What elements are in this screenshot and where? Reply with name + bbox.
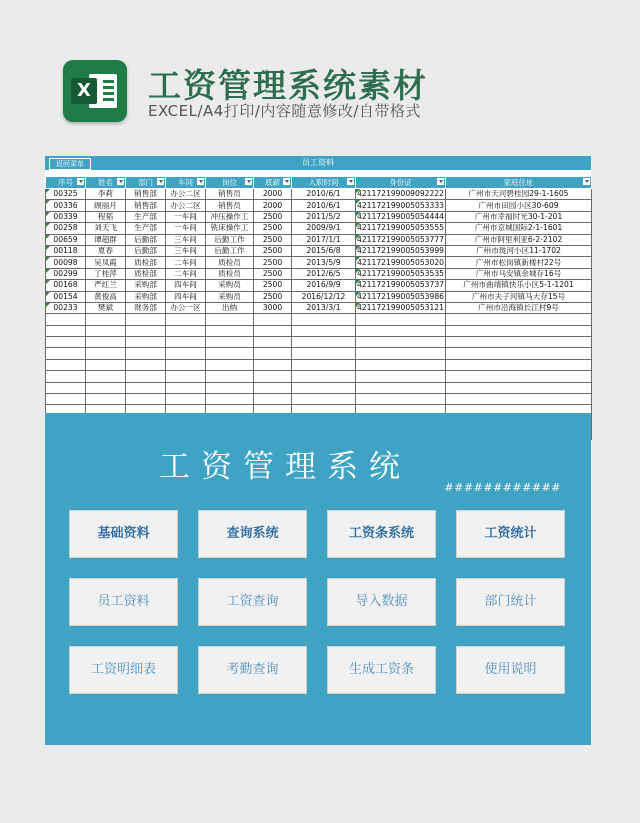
empty-cell[interactable] bbox=[254, 348, 292, 359]
empty-cell[interactable] bbox=[356, 359, 446, 370]
empty-cell[interactable] bbox=[126, 359, 166, 370]
empty-cell[interactable] bbox=[446, 348, 592, 359]
filter-dropdown-icon[interactable] bbox=[283, 178, 290, 185]
empty-row bbox=[46, 371, 592, 382]
table-row bbox=[46, 268, 592, 279]
table-cell[interactable]: 后勤工作 bbox=[206, 234, 254, 245]
table-cell[interactable]: 二车间 bbox=[166, 257, 206, 268]
empty-cell[interactable] bbox=[356, 348, 446, 359]
table-row bbox=[46, 280, 592, 291]
table-cell[interactable]: 3000 bbox=[254, 302, 292, 313]
table-cell[interactable]: 四车间 bbox=[166, 280, 206, 291]
table-cell[interactable]: 采购部 bbox=[126, 280, 166, 291]
empty-cell[interactable] bbox=[126, 348, 166, 359]
table-cell[interactable]: 采购部 bbox=[126, 291, 166, 302]
table-cell[interactable]: 2010/6/1 bbox=[292, 200, 356, 211]
menu-button[interactable]: 员工资料 bbox=[69, 578, 178, 626]
table-cell[interactable]: 2000 bbox=[254, 200, 292, 211]
empty-cell[interactable] bbox=[446, 325, 592, 336]
empty-cell[interactable] bbox=[126, 325, 166, 336]
empty-cell[interactable] bbox=[166, 371, 206, 382]
empty-cell[interactable] bbox=[86, 314, 126, 325]
empty-cell[interactable] bbox=[126, 314, 166, 325]
table-row bbox=[46, 223, 592, 234]
table-cell[interactable]: 严红兰 bbox=[86, 280, 126, 291]
table-cell[interactable]: 程韬 bbox=[86, 211, 126, 222]
table-cell[interactable]: 2500 bbox=[254, 280, 292, 291]
table-header-row bbox=[46, 177, 592, 189]
table-cell[interactable]: 421172199009092222 bbox=[357, 189, 444, 199]
filter-dropdown-icon[interactable] bbox=[117, 178, 124, 185]
table-cell[interactable]: 421172199005053333 bbox=[357, 200, 444, 210]
table-cell[interactable]: 顾丽月 bbox=[86, 200, 126, 211]
table-cell[interactable]: 00299 bbox=[46, 268, 86, 279]
table-cell[interactable]: 421172199005053535 bbox=[357, 268, 444, 278]
empty-cell[interactable] bbox=[46, 371, 86, 382]
table-cell[interactable]: 2500 bbox=[254, 234, 292, 245]
table-cell[interactable]: 质检员 bbox=[206, 257, 254, 268]
table-cell[interactable]: 一车间 bbox=[166, 223, 206, 234]
table-cell[interactable]: 421172199005053999 bbox=[357, 246, 444, 256]
empty-cell[interactable] bbox=[86, 394, 126, 405]
empty-cell[interactable] bbox=[446, 382, 592, 393]
empty-cell[interactable] bbox=[166, 325, 206, 336]
empty-cell[interactable] bbox=[446, 359, 592, 370]
empty-cell[interactable] bbox=[292, 337, 356, 348]
table-row bbox=[46, 245, 592, 256]
filter-dropdown-icon[interactable] bbox=[437, 178, 444, 185]
table-cell[interactable]: 421172199005053777 bbox=[357, 234, 444, 244]
table-cell[interactable]: 2012/6/5 bbox=[292, 268, 356, 279]
table-cell[interactable]: 三车间 bbox=[166, 234, 206, 245]
table-cell[interactable]: 销售员 bbox=[206, 200, 254, 211]
table-cell[interactable]: 00154 bbox=[46, 291, 86, 302]
empty-cell[interactable] bbox=[46, 359, 86, 370]
menu-button[interactable]: 使用说明 bbox=[456, 646, 565, 694]
column-header bbox=[206, 177, 254, 189]
menu-button[interactable]: 工资查询 bbox=[198, 578, 307, 626]
empty-cell[interactable] bbox=[206, 394, 254, 405]
empty-cell[interactable] bbox=[254, 337, 292, 348]
table-cell[interactable]: 2000 bbox=[254, 189, 292, 200]
empty-cell[interactable] bbox=[86, 359, 126, 370]
empty-cell[interactable] bbox=[46, 314, 86, 325]
table-cell[interactable]: 质检部 bbox=[126, 257, 166, 268]
menu-button[interactable]: 生成工资条 bbox=[327, 646, 436, 694]
empty-cell[interactable] bbox=[46, 394, 86, 405]
table-cell[interactable]: 夏春 bbox=[86, 245, 126, 256]
empty-cell[interactable] bbox=[126, 394, 166, 405]
empty-cell[interactable] bbox=[292, 371, 356, 382]
empty-cell[interactable] bbox=[206, 371, 254, 382]
table-cell[interactable]: 广州市珑河小区11-1702 bbox=[446, 245, 592, 256]
menu-panel bbox=[45, 413, 591, 745]
menu-button[interactable]: 导入数据 bbox=[327, 578, 436, 626]
table-cell[interactable]: 2015/6/8 bbox=[292, 245, 356, 256]
table-cell[interactable]: 2013/3/1 bbox=[292, 302, 356, 313]
column-header-label: 序号 bbox=[58, 178, 73, 187]
table-cell[interactable]: 421172199005053555 bbox=[357, 223, 444, 233]
column-header-label: 车间 bbox=[178, 178, 193, 187]
table-cell[interactable]: 421172199005053986 bbox=[357, 291, 444, 301]
empty-cell[interactable] bbox=[446, 371, 592, 382]
column-header-label: 底薪 bbox=[265, 178, 280, 187]
table-cell[interactable]: 四车间 bbox=[166, 291, 206, 302]
table-cell[interactable]: 00659 bbox=[46, 234, 86, 245]
empty-row bbox=[46, 348, 592, 359]
table-cell[interactable]: 421172199005053121 bbox=[357, 303, 444, 313]
table-cell[interactable]: 三车间 bbox=[166, 245, 206, 256]
table-cell[interactable]: 2500 bbox=[254, 223, 292, 234]
filter-dropdown-icon[interactable] bbox=[197, 178, 204, 185]
table-cell[interactable]: 2500 bbox=[254, 245, 292, 256]
empty-cell[interactable] bbox=[166, 382, 206, 393]
table-row bbox=[46, 257, 592, 268]
table-cell[interactable]: 421172199005054444 bbox=[357, 211, 444, 221]
table-cell[interactable]: 销售部 bbox=[126, 189, 166, 200]
table-cell[interactable]: 2017/1/1 bbox=[292, 234, 356, 245]
table-cell[interactable]: 生产部 bbox=[126, 223, 166, 234]
table-cell[interactable]: 00325 bbox=[46, 189, 86, 200]
table-cell[interactable]: 冲压操作工 bbox=[206, 211, 254, 222]
excel-logo-icon bbox=[63, 60, 127, 122]
table-cell[interactable]: 广州市天河碧桂园29-1-1605 bbox=[446, 189, 592, 200]
table-cell[interactable]: 2016/9/9 bbox=[292, 280, 356, 291]
column-header bbox=[126, 177, 166, 189]
table-cell[interactable]: 李莉 bbox=[86, 189, 126, 200]
empty-cell[interactable] bbox=[126, 371, 166, 382]
column-header bbox=[166, 177, 206, 189]
table-cell[interactable]: 质检员 bbox=[206, 268, 254, 279]
table-cell[interactable]: 2013/5/9 bbox=[292, 257, 356, 268]
table-cell[interactable]: 铣床操作工 bbox=[206, 223, 254, 234]
empty-cell[interactable] bbox=[86, 337, 126, 348]
hash-decoration: ############ bbox=[444, 481, 561, 494]
table-cell[interactable]: 00098 bbox=[46, 257, 86, 268]
empty-cell[interactable] bbox=[166, 394, 206, 405]
empty-cell[interactable] bbox=[166, 314, 206, 325]
empty-cell[interactable] bbox=[254, 314, 292, 325]
empty-cell[interactable] bbox=[86, 382, 126, 393]
table-cell[interactable]: 广州市京城国际2-1-1601 bbox=[446, 223, 592, 234]
empty-cell[interactable] bbox=[206, 337, 254, 348]
menu-button[interactable]: 部门统计 bbox=[456, 578, 565, 626]
table-cell[interactable]: 后勤工作 bbox=[206, 245, 254, 256]
table-cell[interactable]: 广州市马安镇余城存16号 bbox=[446, 268, 592, 279]
filter-dropdown-icon[interactable] bbox=[583, 178, 590, 185]
system-title: 工资管理系统 bbox=[159, 449, 411, 485]
column-header-label: 身份证 bbox=[389, 178, 412, 187]
empty-cell[interactable] bbox=[356, 382, 446, 393]
table-cell[interactable]: 办公一区 bbox=[166, 302, 206, 313]
table-cell[interactable]: 00233 bbox=[46, 302, 86, 313]
empty-cell[interactable] bbox=[356, 337, 446, 348]
table-row bbox=[46, 291, 592, 302]
table-cell[interactable]: 2009/9/1 bbox=[292, 223, 356, 234]
empty-row bbox=[46, 337, 592, 348]
table-cell[interactable]: 财务部 bbox=[126, 302, 166, 313]
table-cell[interactable]: 销售部 bbox=[126, 200, 166, 211]
column-header bbox=[292, 177, 356, 189]
table-cell[interactable]: 广州市田园小区30-609 bbox=[446, 200, 592, 211]
menu-button[interactable]: 考勤查询 bbox=[198, 646, 307, 694]
table-row bbox=[46, 302, 592, 313]
column-header bbox=[446, 177, 592, 189]
empty-cell[interactable] bbox=[206, 382, 254, 393]
column-header bbox=[46, 177, 86, 189]
column-header-label: 家庭住址 bbox=[503, 178, 534, 187]
empty-cell[interactable] bbox=[254, 382, 292, 393]
filter-dropdown-icon[interactable] bbox=[157, 178, 164, 185]
table-cell[interactable]: 广州市曲靖镇快乐小区5-1-1201 bbox=[446, 280, 592, 291]
sheet-title: 员工资料 bbox=[302, 158, 334, 167]
empty-cell[interactable] bbox=[46, 337, 86, 348]
table-cell[interactable]: 2500 bbox=[254, 257, 292, 268]
empty-cell[interactable] bbox=[86, 371, 126, 382]
filter-dropdown-icon[interactable] bbox=[77, 178, 84, 185]
table-cell[interactable]: 办公二区 bbox=[166, 189, 206, 200]
table-cell[interactable]: 丁桂萍 bbox=[86, 268, 126, 279]
empty-cell[interactable] bbox=[356, 394, 446, 405]
table-cell[interactable]: 2500 bbox=[254, 291, 292, 302]
empty-row bbox=[46, 394, 592, 405]
table-cell[interactable]: 刘天飞 bbox=[86, 223, 126, 234]
empty-row bbox=[46, 359, 592, 370]
empty-row bbox=[46, 325, 592, 336]
empty-cell[interactable] bbox=[292, 394, 356, 405]
table-cell[interactable]: 吴凤霞 bbox=[86, 257, 126, 268]
empty-cell[interactable] bbox=[446, 337, 592, 348]
table-cell[interactable]: 质检部 bbox=[126, 268, 166, 279]
empty-cell[interactable] bbox=[166, 359, 206, 370]
empty-cell[interactable] bbox=[254, 371, 292, 382]
column-header bbox=[254, 177, 292, 189]
empty-cell[interactable] bbox=[206, 325, 254, 336]
column-header-label: 姓名 bbox=[98, 178, 113, 187]
empty-cell[interactable] bbox=[206, 359, 254, 370]
table-cell[interactable]: 2500 bbox=[254, 211, 292, 222]
table-cell[interactable]: 00258 bbox=[46, 223, 86, 234]
table-cell[interactable]: 广州市夫子河镇马大存15号 bbox=[446, 291, 592, 302]
empty-cell[interactable] bbox=[292, 382, 356, 393]
menu-button[interactable]: 基础资料 bbox=[69, 510, 178, 558]
column-header-label: 岗位 bbox=[222, 178, 237, 187]
empty-cell[interactable] bbox=[446, 314, 592, 325]
table-cell[interactable]: 2500 bbox=[254, 268, 292, 279]
table-cell[interactable]: 出纳 bbox=[206, 302, 254, 313]
menu-button[interactable]: 查询系统 bbox=[198, 510, 307, 558]
empty-cell[interactable] bbox=[126, 382, 166, 393]
empty-cell[interactable] bbox=[46, 348, 86, 359]
menu-button[interactable]: 工资明细表 bbox=[69, 646, 178, 694]
empty-cell[interactable] bbox=[166, 348, 206, 359]
table-cell[interactable]: 采购员 bbox=[206, 291, 254, 302]
back-to-menu-button[interactable]: 返回菜单 bbox=[49, 158, 91, 170]
empty-cell[interactable] bbox=[126, 337, 166, 348]
empty-cell[interactable] bbox=[86, 348, 126, 359]
menu-button[interactable]: 工资统计 bbox=[456, 510, 565, 558]
table-cell[interactable]: 谭超群 bbox=[86, 234, 126, 245]
table-cell[interactable]: 421172199005053020 bbox=[357, 257, 444, 267]
table-cell[interactable]: 后勤部 bbox=[126, 245, 166, 256]
table-row bbox=[46, 234, 592, 245]
table-cell[interactable]: 后勤部 bbox=[126, 234, 166, 245]
table-cell[interactable]: 广州市幸福时光30-1-201 bbox=[446, 211, 592, 222]
table-cell[interactable]: 广州市阿里利亚6-2-2102 bbox=[446, 234, 592, 245]
table-cell[interactable]: 2010/6/1 bbox=[292, 189, 356, 200]
employee-table bbox=[45, 176, 592, 440]
table-cell[interactable]: 421172199005053737 bbox=[357, 280, 444, 290]
empty-cell[interactable] bbox=[292, 359, 356, 370]
table-cell[interactable]: 樊斌 bbox=[86, 302, 126, 313]
filter-dropdown-icon[interactable] bbox=[347, 178, 354, 185]
table-row bbox=[46, 189, 592, 200]
empty-cell[interactable] bbox=[446, 394, 592, 405]
column-header-label: 部门 bbox=[138, 178, 153, 187]
empty-cell[interactable] bbox=[86, 325, 126, 336]
page-title: 工资管理系统素材 bbox=[148, 66, 428, 105]
table-cell[interactable]: 00168 bbox=[46, 280, 86, 291]
empty-cell[interactable] bbox=[206, 348, 254, 359]
empty-cell[interactable] bbox=[292, 325, 356, 336]
empty-cell[interactable] bbox=[46, 325, 86, 336]
menu-button[interactable]: 工资条系统 bbox=[327, 510, 436, 558]
table-cell[interactable]: 广州市沿海镇长江村9号 bbox=[446, 302, 592, 313]
empty-row bbox=[46, 382, 592, 393]
logo-letter: X bbox=[71, 78, 97, 104]
empty-cell[interactable] bbox=[292, 348, 356, 359]
table-cell[interactable]: 二车间 bbox=[166, 268, 206, 279]
empty-cell[interactable] bbox=[356, 314, 446, 325]
empty-cell[interactable] bbox=[254, 359, 292, 370]
table-cell[interactable]: 采购员 bbox=[206, 280, 254, 291]
empty-row bbox=[46, 314, 592, 325]
empty-cell[interactable] bbox=[356, 371, 446, 382]
empty-cell[interactable] bbox=[356, 325, 446, 336]
table-cell[interactable]: 2011/5/2 bbox=[292, 211, 356, 222]
table-row bbox=[46, 211, 592, 222]
empty-cell[interactable] bbox=[254, 394, 292, 405]
column-header bbox=[86, 177, 126, 189]
column-header bbox=[356, 177, 446, 189]
empty-cell[interactable] bbox=[206, 314, 254, 325]
table-row bbox=[46, 200, 592, 211]
table-cell[interactable]: 广州市松岗镇新楼村22号 bbox=[446, 257, 592, 268]
sheet-titlebar bbox=[45, 156, 591, 170]
table-cell[interactable]: 00336 bbox=[46, 200, 86, 211]
empty-cell[interactable] bbox=[292, 314, 356, 325]
table-cell[interactable]: 办公二区 bbox=[166, 200, 206, 211]
filter-dropdown-icon[interactable] bbox=[245, 178, 252, 185]
table-cell[interactable]: 生产部 bbox=[126, 211, 166, 222]
empty-cell[interactable] bbox=[254, 325, 292, 336]
page-subtitle: EXCEL/A4打印/内容随意修改/自带格式 bbox=[148, 102, 421, 120]
table-cell[interactable]: 2016/12/12 bbox=[292, 291, 356, 302]
table-cell[interactable]: 黄俊高 bbox=[86, 291, 126, 302]
table-cell[interactable]: 销售员 bbox=[206, 189, 254, 200]
column-header-label: 入职时间 bbox=[308, 178, 339, 187]
table-cell[interactable]: 00339 bbox=[46, 211, 86, 222]
empty-cell[interactable] bbox=[46, 382, 86, 393]
table-cell[interactable]: 00118 bbox=[46, 245, 86, 256]
empty-cell[interactable] bbox=[166, 337, 206, 348]
table-cell[interactable]: 一车间 bbox=[166, 211, 206, 222]
